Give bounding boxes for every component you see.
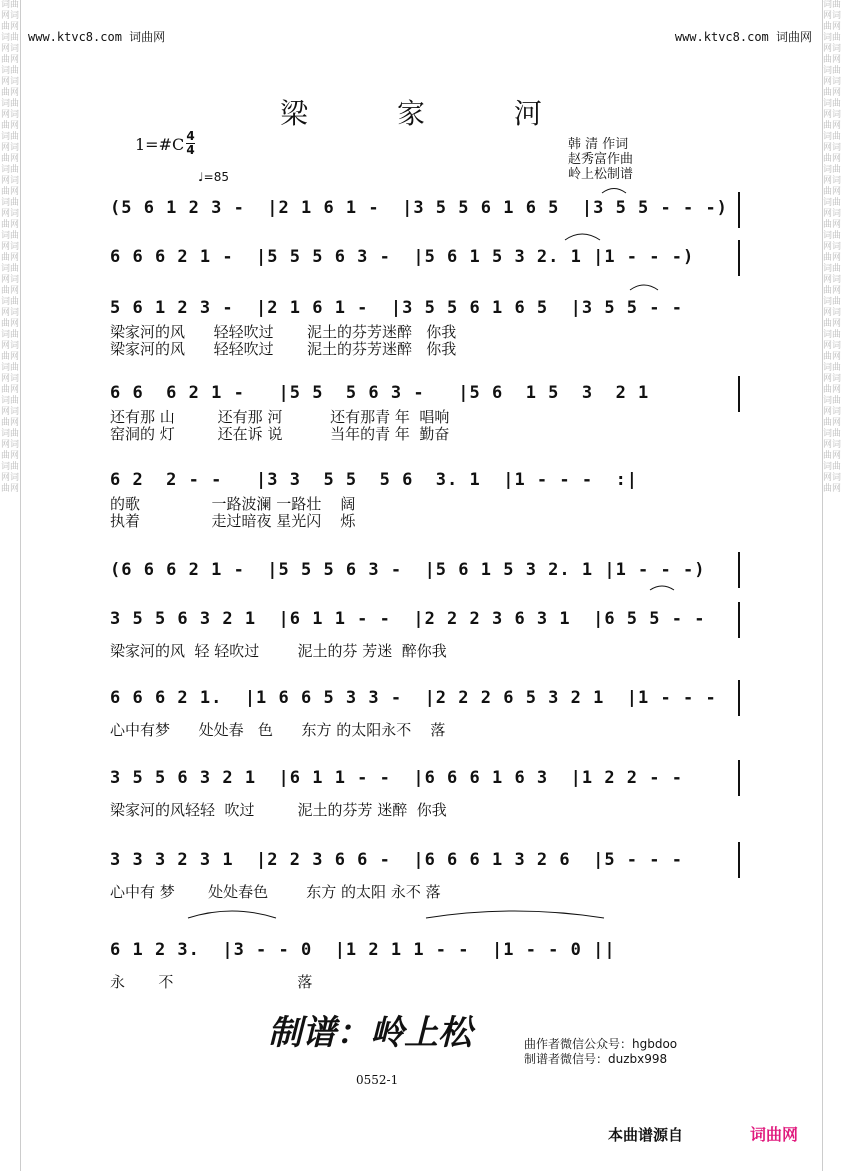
lyric-verse-2: 窑洞的 灯 还在诉 说 当年的青 年 勤奋 [110,425,450,443]
lyric-line: 心中有 梦 处处春色 东方 的太阳 永不 落 [110,883,441,901]
notation-line: 6 2 2 - - |3 3 5 5 5 6 3. 1 |1 - - - :| [110,470,639,490]
slur [565,234,600,240]
tempo: ♩=85 [198,170,229,184]
lyric-verse-1: 的歌 一路波澜 一路壮 阔 [110,495,356,513]
key-signature: 1=#C [135,135,185,154]
site-header-right[interactable]: www.ktvc8.com 词曲网 [674,30,812,44]
score-code: 0552-1 [356,1073,399,1087]
notation-line: 3 3 3 2 3 1 |2 2 3 6 6 - |6 6 6 1 3 2 6 |5 - - - [110,850,683,870]
lyricist: 韩 清 作词 [568,137,629,152]
notation-line: (6 6 6 2 1 - |5 5 5 6 3 - |5 6 1 5 3 2. 1 |1 - - -) [110,560,706,580]
lyric-line: 梁家河的风轻轻 吹过 泥土的芬芳 迷醉 你我 [110,801,447,819]
site-header-left[interactable]: www.ktvc8.com 词曲网 [28,30,166,44]
lyric-verse-1: 梁家河的风 轻轻吹过 泥土的芬芳迷醉 你我 [110,323,457,341]
time-top: 4 [186,129,195,143]
composer: 赵秀富作曲 [568,152,634,167]
notation-line: 5 6 1 2 3 - |2 1 6 1 - |3 5 5 6 1 6 5 |3 5 5 - - [110,298,683,318]
slur [602,189,626,194]
notation-line: 6 1 2 3. |3 - - 0 |1 2 1 1 - - |1 - - 0 || [110,940,616,960]
lyric-verse-2: 执着 走过暗夜 星光闪 烁 [110,512,356,530]
arranger: 岭上松制谱 [568,167,634,182]
lyric-line: 心中有梦 处处春 色 东方 的太阳永不 落 [110,721,446,739]
left-watermark: 词曲网词曲网词曲网词曲网词曲网词曲网词曲网词曲网词曲网词曲网词曲网词曲网词曲网词曲网词曲网词曲网词曲网词曲网词曲网词曲网词曲网词曲网词曲网词曲网词曲网词曲网词曲网词曲网词曲网词曲网 [1,0,20,494]
wechat-arranger: 制谱者微信号：duzbx998 [524,1052,668,1066]
lyric-line: 梁家河的风 轻 轻吹过 泥土的芬 芳迷 醉你我 [110,642,447,660]
notation-line: (5 6 1 2 3 - |2 1 6 1 - |3 5 5 6 1 6 5 |3 5 5 - - -) [110,198,728,218]
arranger-signature: 制谱：岭上松 [268,1013,472,1053]
wechat-public-account: 曲作者微信公众号：hgbdoo [524,1037,678,1051]
contact-info [524,1037,677,1067]
right-watermark: 词曲网词曲网词曲网词曲网词曲网词曲网词曲网词曲网词曲网词曲网词曲网词曲网词曲网词曲网词曲网词曲网词曲网词曲网词曲网词曲网词曲网词曲网词曲网词曲网词曲网词曲网词曲网词曲网词曲网词曲网 [823,0,842,494]
slur [630,285,658,290]
notation-line: 6 6 6 2 1 - |5 5 5 6 3 - |5 6 1 5 3 2. 1 |1 - - -) [110,247,695,267]
lyric-verse-1: 还有那 山 还有那 河 还有那青 年 唱响 [110,408,450,426]
brand-link[interactable]: 词曲网 [750,1125,799,1144]
lyric-line: 永 不 落 [110,973,313,991]
song-title: 梁 家 河 [280,97,582,130]
time-bottom: 4 [186,143,195,157]
slur [188,911,276,918]
slur [426,911,604,918]
notation-line: 6 6 6 2 1. |1 6 6 5 3 3 - |2 2 2 6 5 3 2 1 |1 - - - [110,688,717,708]
notation-line: 3 5 5 6 3 2 1 |6 1 1 - - |2 2 2 3 6 3 1 |6 5 5 - - [110,609,706,629]
notation-line: 3 5 5 6 3 2 1 |6 1 1 - - |6 6 6 1 6 3 |1 2 2 - - [110,768,683,788]
source-label: 本曲谱源自 [608,1126,684,1144]
lyric-verse-2: 梁家河的风 轻轻吹过 泥土的芬芳迷醉 你我 [110,340,457,358]
notation-line: 6 6 6 2 1 - |5 5 5 6 3 - |5 6 1 5 3 2 1 [110,383,650,403]
slur [650,586,674,590]
